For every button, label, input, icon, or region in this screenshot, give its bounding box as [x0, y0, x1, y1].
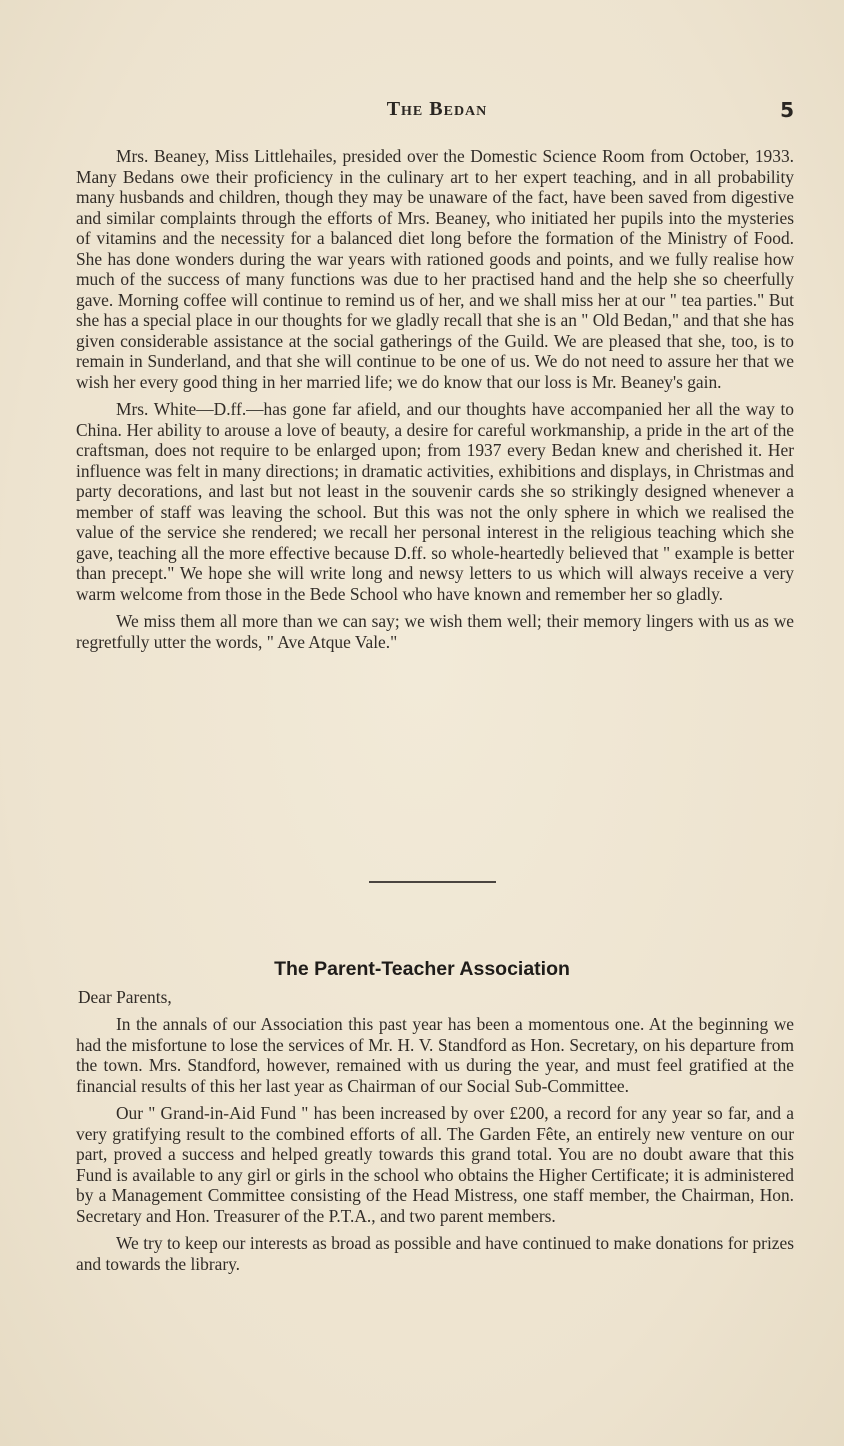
paragraph-mrs-white: Mrs. White—D.ff.—has gone far afield, and our thoughts have accompanied her all the way to China. Her ability to arouse a love of beauty, a desire for careful workmanship, a pride in the art of the craftsman, does not require to be enlarged upon; from 1937 every Bedan knew and cherished it. Her influence was felt in many directions; in dramatic activities, exhibitions and displays, in Christmas and party decorations, and last but not least in the souvenir cards she so strikingly designed whenever a member of staff was leaving the school. But this was not the only sphere in which we realised the value of the service she rendered; we recall her personal interest in the religious teaching which she gave, teaching all the more effective because D.ff. so whole-heartedly believed that " example is better than precept." We hope she will write long and newsy letters to us which will always receive a very warm welcome from those in the Bede School who have known and remember her so gladly.	[76, 399, 794, 604]
page-number: 5	[780, 98, 794, 122]
farewell-section	[76, 146, 794, 659]
pta-section	[76, 1014, 794, 1281]
paragraph-pta-fund: Our " Grand-in-Aid Fund " has been increased by over £200, a record for any year so far, and a very gratifying result to the combined efforts of all. The Garden Fête, an entirely new venture on our part, proved a success and helped greatly towards this grand total. You are no doubt aware that this Fund is available to any girl or girls in the school who obtains the Higher Certificate; it is administered by a Management Committee consisting of the Head Mistress, one staff member, the Chairman, Hon. Secretary and Hon. Treasurer of the P.T.A., and two parent members.	[76, 1103, 794, 1226]
paragraph-pta-interests: We try to keep our interests as broad as possible and have continued to make donations for prizes and towards the library.	[76, 1233, 794, 1274]
section-divider	[369, 881, 496, 883]
paragraph-pta-annals: In the annals of our Association this past year has been a momentous one. At the beginning we had the misfortune to lose the services of Mr. H. V. Standford as Hon. Secretary, on his departure from the town. Mrs. Standford, however, remained with us during the year, and must feel gratified at the financial results of this her last year as Chairman of our Social Sub-Committee.	[76, 1014, 794, 1096]
section-title: The Parent-Teacher Association	[274, 958, 570, 980]
salutation: Dear Parents,	[78, 987, 172, 1007]
paragraph-mrs-beaney: Mrs. Beaney, Miss Littlehailes, presided over the Domestic Science Room from October, 1933. Many Bedans owe their proficiency in the culinary art to her expert teaching, and in all probability many husbands and children, though they may be unaware of the fact, have been saved from digestive and similar complaints through the efforts of Mrs. Beaney, who initiated her pupils into the mysteries of vitamins and the necessity for a balanced diet long before the formation of the Ministry of Food. She has done wonders during the war years with rationed goods and points, and we fully realise how much of the success of many functions was due to her practised hand and the help she so cheerfully gave. Morning coffee will continue to remind us of her, and we shall miss her at our " tea parties." But she has a special place in our thoughts for we gladly recall that she is an " Old Bedan," and that she has given considerable assistance at the social gatherings of the Guild. We are pleased that she, too, is to remain in Sunderland, and that she will continue to be one of us. We do not need to assure her that we wish her every good thing in her married life; we do know that our loss is Mr. Beaney's gain.	[76, 146, 794, 392]
running-title: The Bedan	[386, 98, 488, 120]
page-header	[80, 98, 794, 128]
paragraph-farewell-closing: We miss them all more than we can say; we wish them well; their memory lingers with us as we regretfully utter the words, " Ave Atque Vale."	[76, 611, 794, 652]
